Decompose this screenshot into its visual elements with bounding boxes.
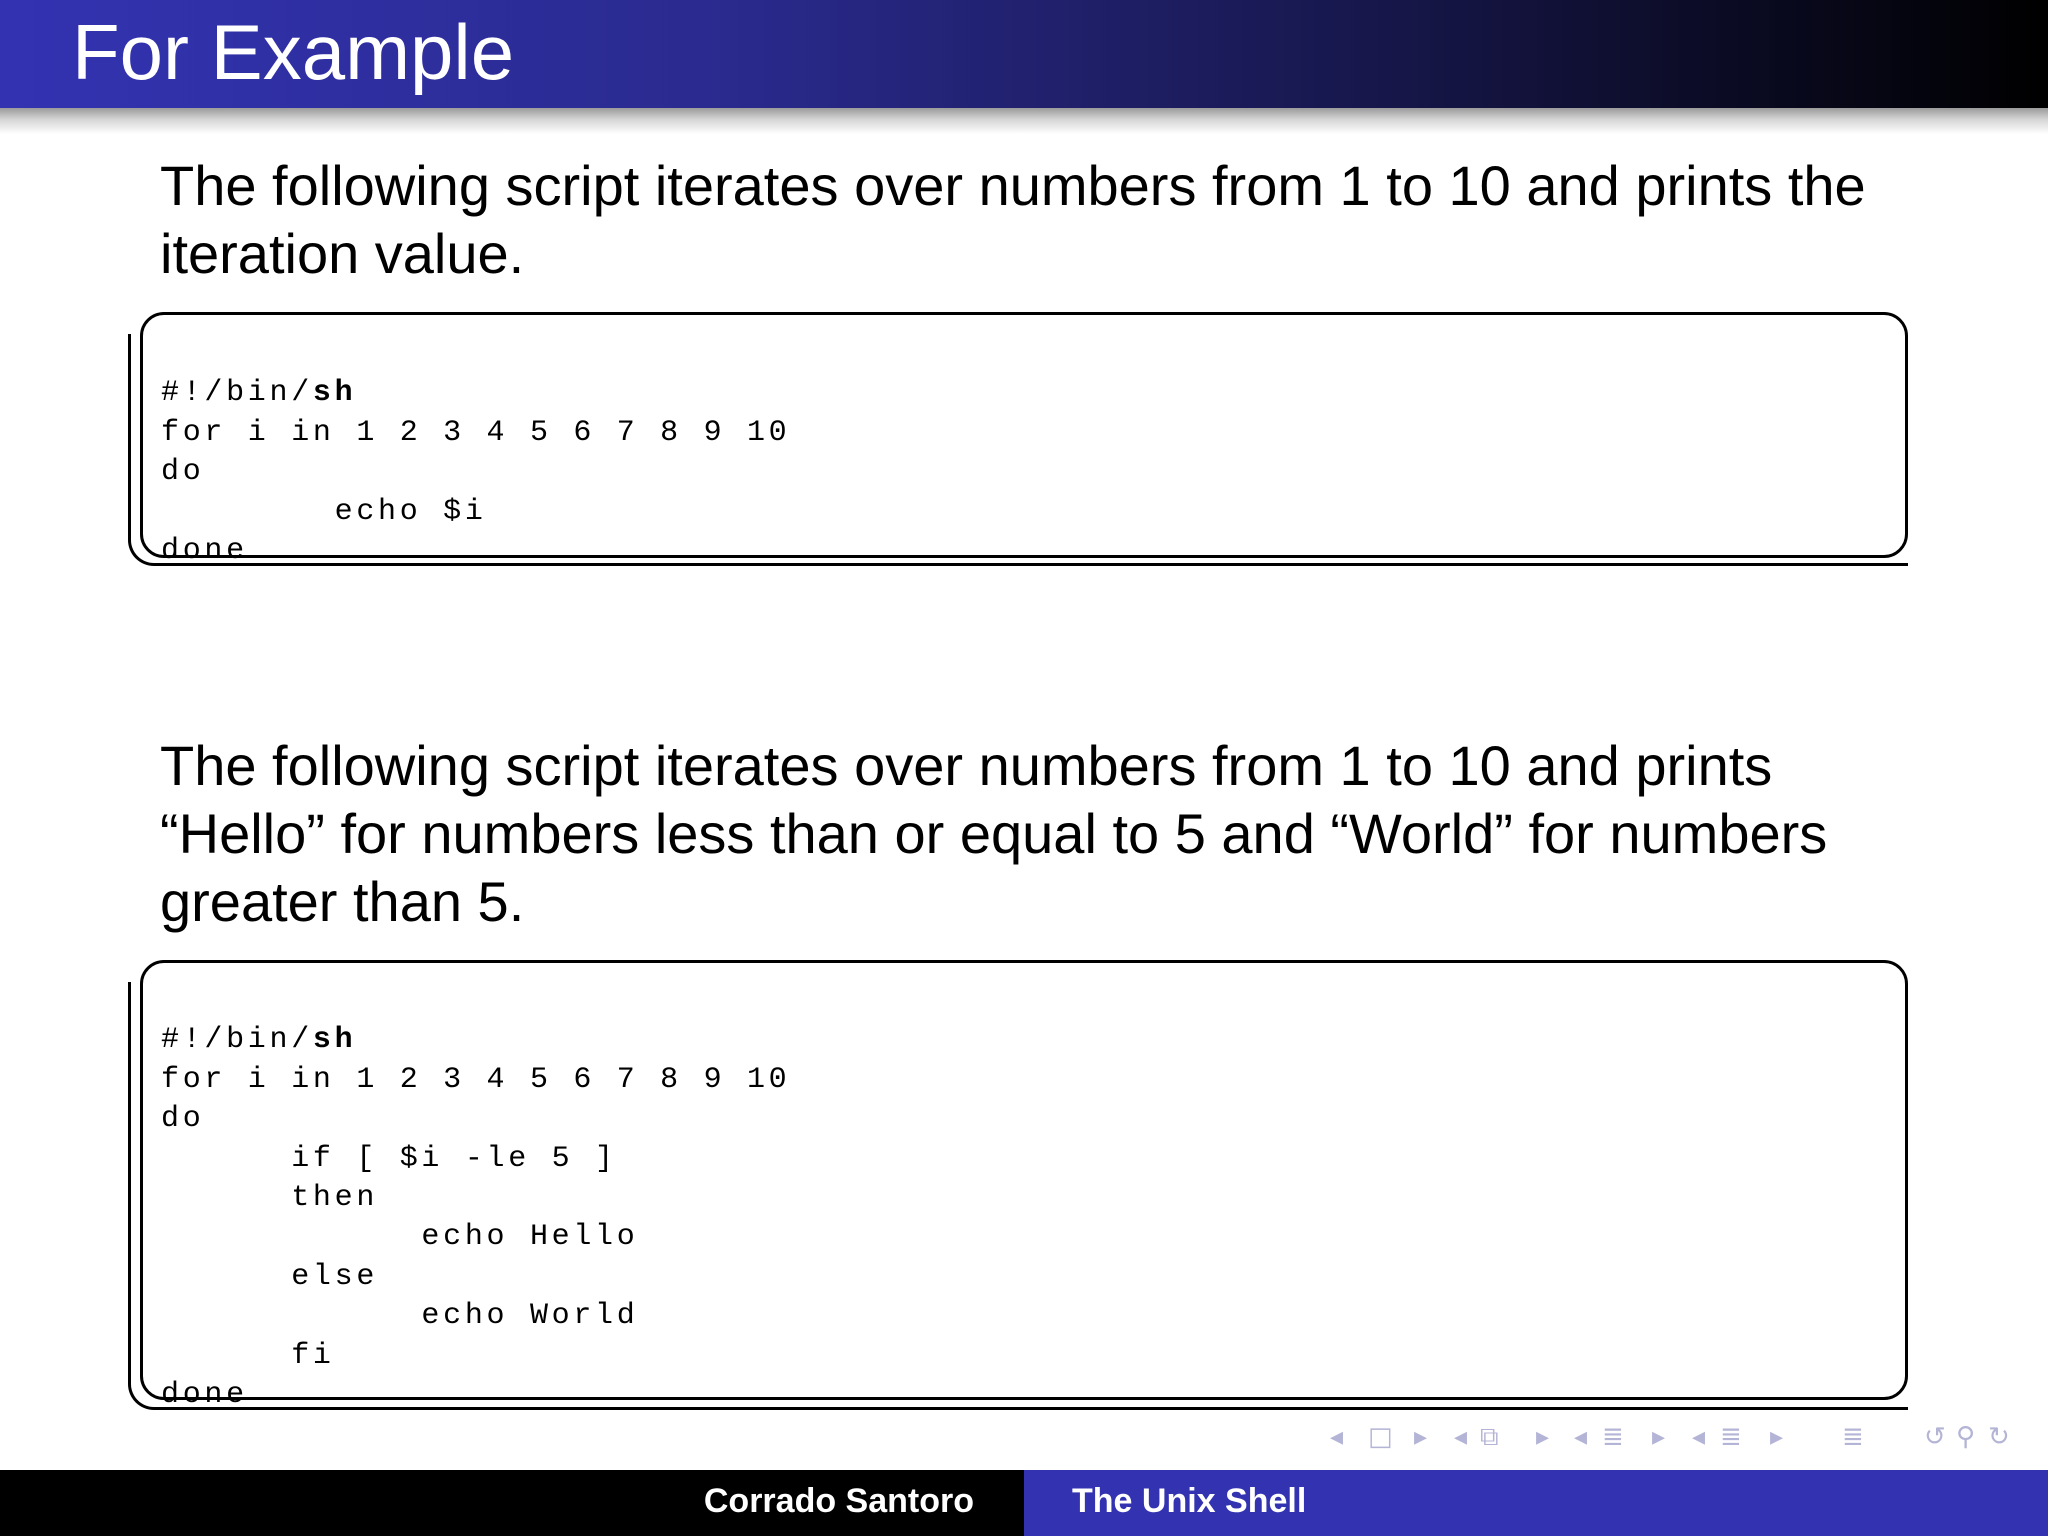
code-line: #!/bin/sh — [161, 376, 357, 411]
code-line: for i in 1 2 3 4 5 6 7 8 9 10 — [161, 1062, 791, 1097]
code-line: echo $i — [161, 494, 487, 529]
nav-section-icon[interactable]: ≣ — [1720, 1422, 1742, 1452]
code-line: for i in 1 2 3 4 5 6 7 8 9 10 — [161, 415, 791, 450]
title-bar — [0, 0, 2048, 108]
nav-next-subsection-icon[interactable]: ▸ — [1652, 1422, 1666, 1452]
nav-next-frame-icon[interactable]: ▸ — [1536, 1422, 1550, 1452]
nav-slide-icon[interactable]: □ — [1368, 1422, 1393, 1452]
footer-title-box — [1024, 1470, 2048, 1536]
nav-next-section-icon[interactable]: ▸ — [1770, 1422, 1784, 1452]
paragraph-1 — [160, 152, 1920, 288]
nav-toc-icon[interactable]: ≣ — [1842, 1422, 1864, 1452]
nav-forward-icon[interactable]: ↻ — [1988, 1422, 2010, 1452]
paragraph-line: The following script iterates over numbers from 1 to 10 and prints the — [160, 154, 1866, 217]
nav-search-icon[interactable]: ⚲ — [1956, 1422, 1976, 1452]
code-line: done — [161, 1378, 248, 1413]
nav-prev-slide-icon[interactable]: ◂ — [1330, 1422, 1344, 1452]
nav-prev-section-icon[interactable]: ◂ — [1692, 1422, 1706, 1452]
code-line: then — [161, 1181, 379, 1216]
nav-back-icon[interactable]: ↺ — [1924, 1422, 1946, 1452]
paragraph-line: greater than 5. — [160, 870, 525, 933]
slide-title: For Example — [72, 8, 515, 96]
code-line: done — [161, 534, 248, 569]
paragraph-2 — [160, 732, 1920, 936]
code-line: else — [161, 1259, 379, 1294]
footer-author: Corrado Santoro — [703, 1482, 974, 1520]
code-line: fi — [161, 1338, 335, 1373]
code-line: echo Hello — [161, 1220, 639, 1255]
code-block-2 — [161, 982, 790, 1455]
nav-subsection-icon[interactable]: ≣ — [1602, 1422, 1624, 1452]
nav-next-slide-icon[interactable]: ▸ — [1414, 1422, 1428, 1452]
paragraph-line: “Hello” for numbers less than or equal to 5 and “World” for numbers — [160, 802, 1828, 865]
code-line: do — [161, 455, 205, 490]
title-bar-shadow — [0, 108, 2048, 134]
paragraph-line: iteration value. — [160, 222, 525, 285]
nav-prev-subsection-icon[interactable]: ◂ — [1574, 1422, 1588, 1452]
nav-prev-frame-icon[interactable]: ◂ — [1454, 1422, 1468, 1452]
code-line: do — [161, 1102, 205, 1137]
footer-title: The Unix Shell — [1072, 1482, 1307, 1520]
footer-author-box — [0, 1470, 1024, 1536]
paragraph-line: The following script iterates over numbers from 1 to 10 and prints — [160, 734, 1773, 797]
code-line: if [ $i -le 5 ] — [161, 1141, 617, 1176]
nav-frame-icon[interactable]: ⧉ — [1480, 1422, 1499, 1452]
code-block-1 — [161, 335, 790, 611]
code-line: #!/bin/sh — [161, 1023, 357, 1058]
code-line: echo World — [161, 1299, 639, 1334]
